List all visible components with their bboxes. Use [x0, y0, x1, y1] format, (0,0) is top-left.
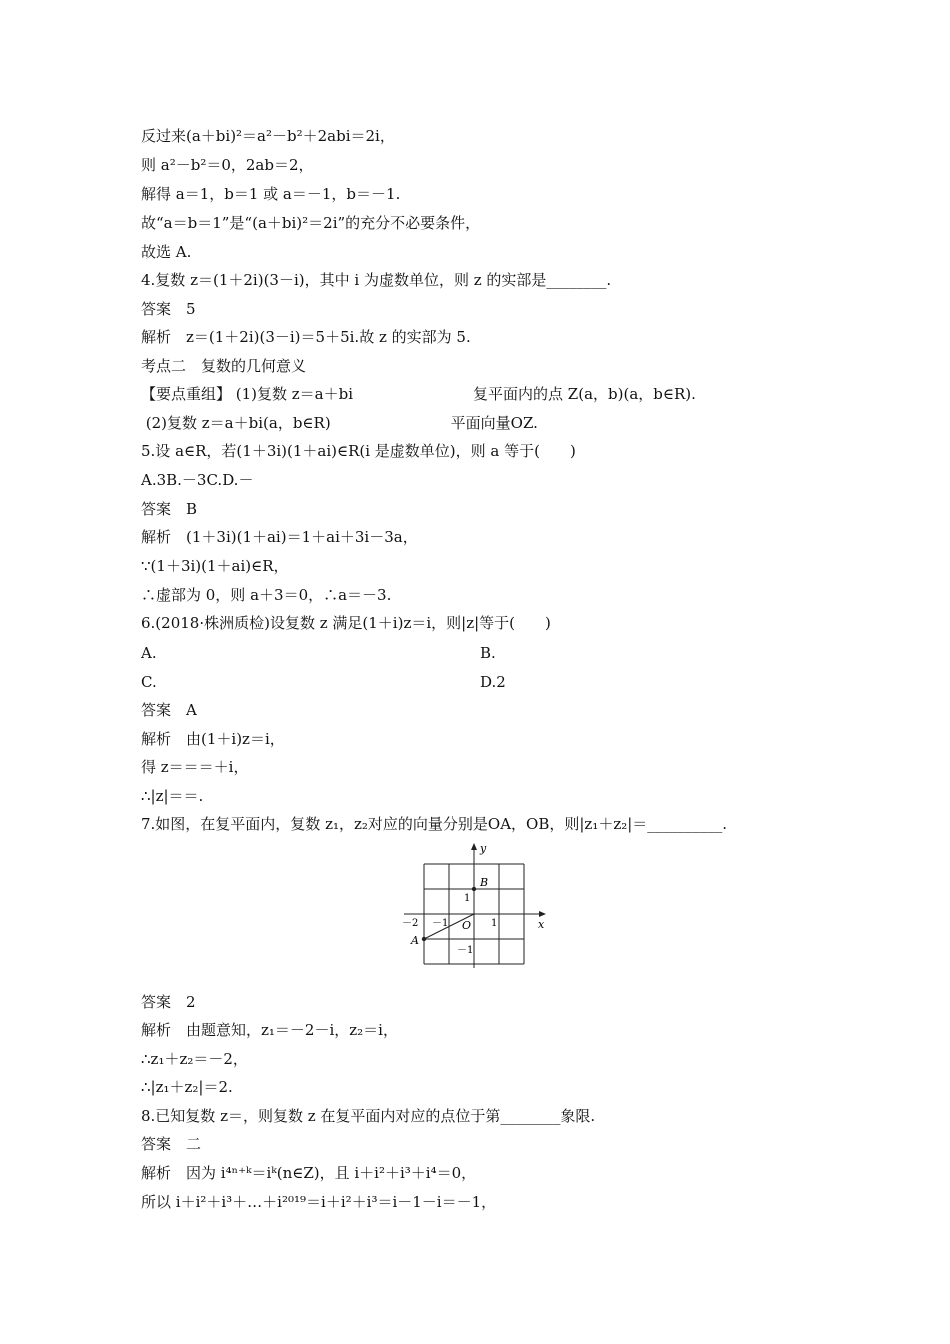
x-axis-arrow	[539, 911, 546, 917]
question-5: 5.设 a∈R，若(1＋3i)(1＋ai)∈R(i 是虚数单位)，则 a 等于( )	[141, 442, 576, 460]
question-5-options: A.3B.－3C.D.－	[141, 471, 254, 489]
x-axis-label: x	[538, 918, 545, 931]
analysis-text: 解析 由(1＋i)z＝i，	[141, 730, 285, 748]
option-b: B.	[480, 644, 496, 662]
answer-label: 答案 二	[141, 1135, 202, 1153]
question-6: 6.(2018·株洲质检)设复数 z 满足(1＋i)z＝i，则|z|等于( )	[141, 614, 551, 632]
analysis-text: 所以 i＋i²＋i³＋…＋i²⁰¹⁹＝i＋i²＋i³＝i－1－i＝－1，	[141, 1193, 497, 1211]
analysis-text: 解析 (1＋3i)(1＋ai)＝1＋ai＋3i－3a，	[141, 528, 418, 546]
y-axis-label: y	[480, 842, 487, 855]
analysis-text: ∵(1＋3i)(1＋ai)∈R，	[141, 557, 289, 575]
complex-plane-diagram	[400, 840, 550, 970]
option-c: C.	[141, 673, 157, 691]
point-a-label: A	[411, 934, 419, 947]
analysis-text: 解析 z＝(1＋2i)(3－i)＝5＋5i.故 z 的实部为 5.	[141, 328, 471, 346]
analysis-text: ∴|z₁＋z₂|＝2.	[141, 1078, 233, 1096]
complex-plane-figure	[400, 840, 550, 970]
answer-label: 答案 A	[141, 701, 197, 719]
tick-label: 1	[491, 918, 498, 929]
analysis-text: 解析 因为 i⁴ⁿ⁺ᵏ＝iᵏ(n∈Z)，且 i＋i²＋i³＋i⁴＝0，	[141, 1164, 477, 1182]
analysis-text: ∴z₁＋z₂＝－2，	[141, 1050, 248, 1068]
y-axis-arrow	[471, 843, 477, 850]
question-8: 8.已知复数 z＝，则复数 z 在复平面内对应的点位于第________象限.	[141, 1107, 596, 1125]
tick-label: －2	[402, 918, 419, 929]
answer-label: 答案 5	[141, 300, 196, 318]
option-a: A.	[141, 644, 157, 662]
analysis-text: ∴|z|＝＝.	[141, 787, 204, 805]
section-heading: 考点二 复数的几何意义	[141, 357, 307, 375]
origin-label: O	[462, 919, 472, 932]
text-line: 故选 A.	[141, 243, 192, 261]
text-line: 故“a＝b＝1”是“(a＋bi)²＝2i”的充分不必要条件，	[141, 214, 481, 232]
tick-label: －1	[457, 945, 474, 956]
question-7: 7.如图，在复平面内，复数 z₁，z₂对应的向量分别是OA，OB，则|z₁＋z₂|＝__________.	[141, 815, 728, 833]
tick-label: －1	[432, 918, 449, 929]
text-line: 反过来(a＋bi)²＝a²－b²＋2abi＝2i，	[141, 127, 395, 145]
analysis-text: 得 z＝＝＝＋i，	[141, 758, 249, 776]
point-b-label: B	[480, 876, 489, 889]
text-line: 则 a²－b²＝0，2ab＝2，	[141, 156, 314, 174]
question-4: 4.复数 z＝(1＋2i)(3－i)，其中 i 为虚数单位，则 z 的实部是________.	[141, 271, 612, 289]
option-d: D.2	[480, 673, 506, 691]
tick-label: 1	[464, 893, 471, 904]
point-a-dot	[422, 937, 426, 941]
analysis-text: ∴虚部为 0，则 a＋3＝0，∴a＝－3.	[141, 586, 392, 604]
analysis-text: 解析 由题意知，z₁＝－2－i，z₂＝i，	[141, 1021, 398, 1039]
key-points-line: 【要点重组】 (1)复数 z＝a＋bi 复平面内的点 Z(a，b)(a，b∈R).	[141, 385, 696, 403]
point-b-dot	[472, 887, 476, 891]
key-points-line: (2)复数 z＝a＋bi(a，b∈R) 平面向量OZ.	[141, 414, 538, 432]
answer-label: 答案 B	[141, 500, 198, 518]
answer-label: 答案 2	[141, 993, 196, 1011]
text-line: 解得 a＝1，b＝1 或 a＝－1，b＝－1.	[141, 185, 401, 203]
